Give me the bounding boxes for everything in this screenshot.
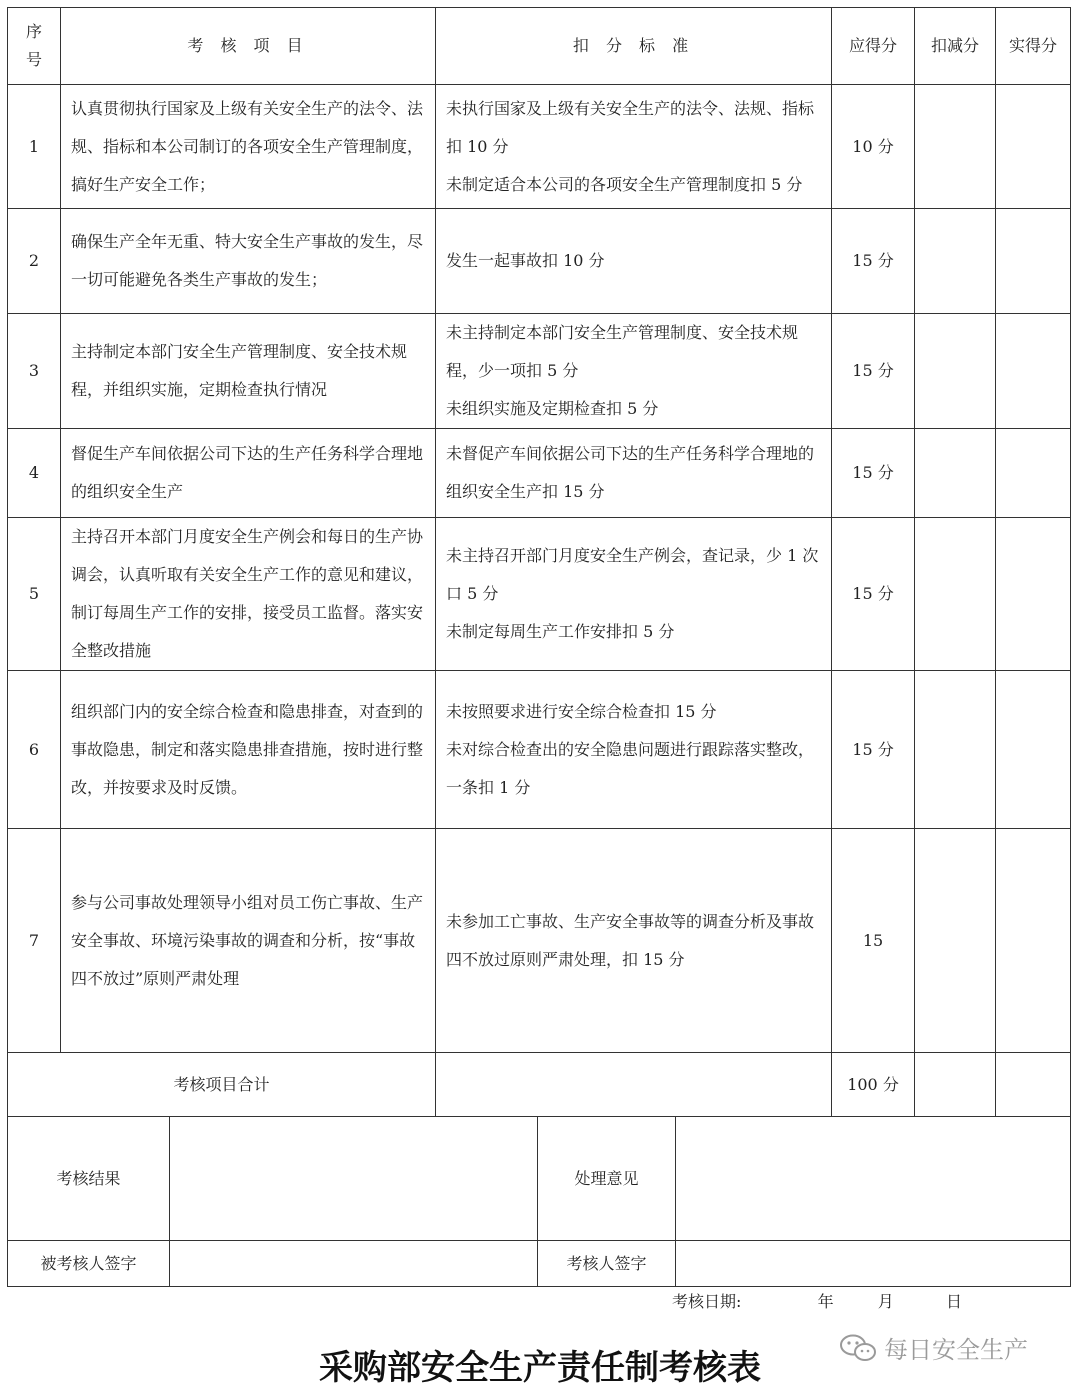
row-item: 认真贯彻执行国家及上级有关安全生产的法令、法规、指标和本公司制订的各项安全生产管理制度，搞好生产安全工作；: [61, 85, 436, 209]
row-seq: 4: [8, 429, 61, 518]
row-standard: 未按照要求进行安全综合检查扣 15 分 未对综合检查出的安全隐患问题进行跟踪落实整改，一条扣 1 分: [436, 671, 832, 829]
result-table: [7, 1116, 1071, 1287]
row-deduct-cell[interactable]: [915, 829, 996, 1053]
table-row: [8, 429, 1071, 518]
row-score: 15: [832, 829, 915, 1053]
table-row: [8, 314, 1071, 429]
row-seq: 1: [8, 85, 61, 209]
row-score: 15 分: [832, 209, 915, 314]
result-row: [8, 1117, 1071, 1241]
result-field[interactable]: [170, 1117, 538, 1241]
signature-row: [8, 1241, 1071, 1287]
examinee-sign-field[interactable]: [170, 1241, 538, 1287]
row-item: 督促生产车间依据公司下达的生产任务科学合理地的组织安全生产: [61, 429, 436, 518]
row-deduct-cell[interactable]: [915, 671, 996, 829]
row-score: 15 分: [832, 518, 915, 671]
date-year: 年: [817, 1292, 834, 1311]
row-seq: 3: [8, 314, 61, 429]
header-item: 考 核 项 目: [61, 8, 436, 85]
header-score: 应得分: [832, 8, 915, 85]
table-row: [8, 209, 1071, 314]
row-deduct-cell[interactable]: [915, 518, 996, 671]
row-deduct-cell[interactable]: [915, 429, 996, 518]
row-standard: 未主持制定本部门安全生产管理制度、安全技术规程，少一项扣 5 分 未组织实施及定期检查扣 5 分: [436, 314, 832, 429]
row-standard: 未执行国家及上级有关安全生产的法令、法规、指标扣 10 分 未制定适合本公司的各项安全生产管理制度扣 5 分: [436, 85, 832, 209]
table-row: [8, 85, 1071, 209]
row-actual-cell[interactable]: [996, 429, 1071, 518]
examiner-sign-label: 考核人签字: [538, 1241, 676, 1287]
row-score: 15 分: [832, 429, 915, 518]
row-standard: 未参加工亡事故、生产安全事故等的调查分析及事故四不放过原则严肃处理，扣 15 分: [436, 829, 832, 1053]
total-row: [8, 1053, 1071, 1117]
row-actual-cell[interactable]: [996, 671, 1071, 829]
assessment-form: [7, 7, 1070, 1287]
row-item: 主持制定本部门安全生产管理制度、安全技术规程，并组织实施，定期检查执行情况: [61, 314, 436, 429]
row-standard: 未主持召开部门月度安全生产例会，查记录，少 1 次口 5 分 未制定每周生产工作安排扣 5 分: [436, 518, 832, 671]
header-deduct: 扣减分: [915, 8, 996, 85]
total-label: 考核项目合计: [8, 1053, 436, 1117]
header-row: [8, 8, 1071, 85]
header-actual: 实得分: [996, 8, 1071, 85]
examinee-sign-label: 被考核人签字: [8, 1241, 170, 1287]
examiner-sign-field[interactable]: [676, 1241, 1071, 1287]
assessment-date: [672, 1289, 1072, 1312]
row-actual-cell[interactable]: [996, 518, 1071, 671]
total-deduct-cell[interactable]: [915, 1053, 996, 1117]
watermark-text: 每日安全生产: [884, 1336, 1028, 1364]
date-label: 考核日期:: [672, 1292, 742, 1311]
row-actual-cell[interactable]: [996, 314, 1071, 429]
row-actual-cell[interactable]: [996, 829, 1071, 1053]
row-seq: 6: [8, 671, 61, 829]
opinion-field[interactable]: [676, 1117, 1071, 1241]
document-title: 采购部安全生产责任制考核表: [319, 1348, 761, 1388]
total-standard-cell: [436, 1053, 832, 1117]
row-deduct-cell[interactable]: [915, 85, 996, 209]
row-score: 15 分: [832, 314, 915, 429]
row-standard: 未督促产车间依据公司下达的生产任务科学合理地的组织安全生产扣 15 分: [436, 429, 832, 518]
row-seq: 5: [8, 518, 61, 671]
header-standard: 扣 分 标 准: [436, 8, 832, 85]
row-seq: 7: [8, 829, 61, 1053]
header-seq: 序 号: [8, 8, 61, 85]
opinion-label: 处理意见: [538, 1117, 676, 1241]
watermark: [838, 1330, 1028, 1365]
table-row: [8, 671, 1071, 829]
row-item: 组织部门内的安全综合检查和隐患排查，对查到的事故隐患，制定和落实隐患排查措施，按时进行整改，并按要求及时反馈。: [61, 671, 436, 829]
table-row: [8, 829, 1071, 1053]
date-month: 月: [877, 1292, 894, 1311]
wechat-icon: [838, 1333, 878, 1363]
row-seq: 2: [8, 209, 61, 314]
row-actual-cell[interactable]: [996, 209, 1071, 314]
row-score: 15 分: [832, 671, 915, 829]
total-actual-cell[interactable]: [996, 1053, 1071, 1117]
row-actual-cell[interactable]: [996, 85, 1071, 209]
row-item: 确保生产全年无重、特大安全生产事故的发生，尽一切可能避免各类生产事故的发生；: [61, 209, 436, 314]
row-standard: 发生一起事故扣 10 分: [436, 209, 832, 314]
row-item: 参与公司事故处理领导小组对员工伤亡事故、生产安全事故、环境污染事故的调查和分析，按“事故四不放过”原则严肃处理: [61, 829, 436, 1053]
assessment-table: [7, 7, 1071, 1117]
row-deduct-cell[interactable]: [915, 209, 996, 314]
row-deduct-cell[interactable]: [915, 314, 996, 429]
total-score: 100 分: [832, 1053, 915, 1117]
row-score: 10 分: [832, 85, 915, 209]
table-row: [8, 518, 1071, 671]
row-item: 主持召开本部门月度安全生产例会和每日的生产协调会，认真听取有关安全生产工作的意见和建议，制订每周生产工作的安排，接受员工监督。落实安全整改措施: [61, 518, 436, 671]
result-label: 考核结果: [8, 1117, 170, 1241]
date-day: 日: [946, 1292, 963, 1311]
